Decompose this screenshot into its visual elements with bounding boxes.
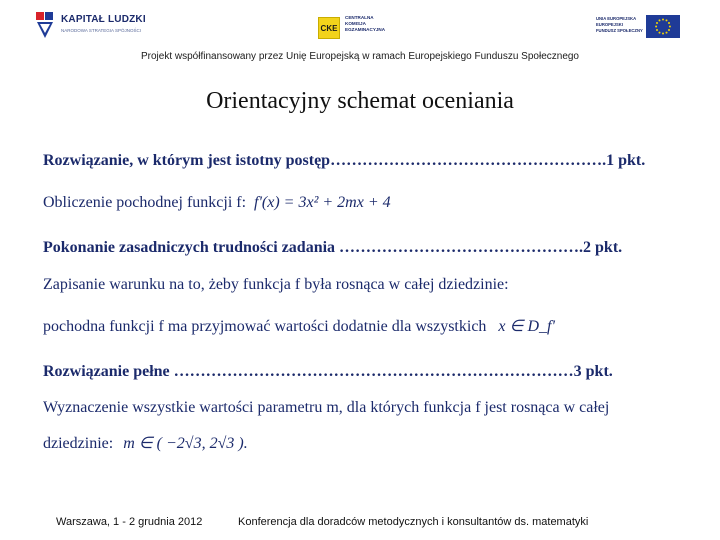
cke-line: KOMISJA	[345, 21, 366, 26]
scheme-line-full-solution: Rozwiązanie pełne …………………………………………………………………3 pkt.	[43, 363, 613, 380]
answer-label: dziedzinie:	[43, 435, 114, 452]
eu-logo	[596, 13, 686, 41]
cke-name	[345, 15, 385, 33]
scheme-line-parameter: Wyznaczenie wszystkie wartości parametru m, dla których funkcja f jest rosnąca w całej	[43, 399, 610, 416]
cke-line: CENTRALNA	[345, 15, 374, 20]
eu-name	[596, 16, 643, 34]
kapital-ludzki-mark-icon	[34, 10, 56, 40]
scheme-line-condition: Zapisanie warunku na to, żeby funkcja f była rosnąca w całej dziedzinie:	[43, 276, 509, 293]
positive-derivative-text: pochodna funkcji f ma przyjmować wartości dodatnie dla wszystkich	[43, 318, 487, 335]
derivative-formula: f'(x) = 3x² + 2mx + 4	[254, 194, 391, 211]
scheme-line-partial-progress: Rozwiązanie, w którym jest istotny postęp…………………………………………….1 pkt.	[43, 152, 646, 169]
kapital-ludzki-logo	[34, 10, 154, 44]
scheme-line-main-difficulty: Pokonanie zasadniczych trudności zadania ……………………………………….2 pkt.	[43, 239, 623, 256]
domain-condition: x ∈ D_f'	[498, 318, 555, 335]
footer-conference: Konferencja dla doradców metodycznych i konsultantów ds. matematyki	[238, 516, 589, 528]
kapital-ludzki-title: KAPITAŁ LUDZKI	[61, 14, 146, 25]
page-title: Orientacyjny schemat oceniania	[206, 88, 514, 114]
eu-line: EUROPEJSKI	[596, 22, 623, 27]
scheme-line-answer	[43, 433, 248, 453]
answer-interval: m ∈ ( −2√3, 2√3 ).	[123, 435, 248, 452]
derivative-label: Obliczenie pochodnej funkcji f:	[43, 194, 247, 211]
cke-box: CKE	[318, 17, 340, 39]
kapital-ludzki-subtitle: NARODOWA STRATEGIA SPÓJNOŚCI	[61, 28, 142, 33]
footer-date: Warszawa, 1 - 2 grudnia 2012	[56, 516, 203, 528]
scheme-line-positive-derivative	[43, 316, 555, 336]
cke-logo	[318, 14, 398, 42]
eu-line: UNIA EUROPEJSKA	[596, 16, 637, 21]
eu-flag-icon	[646, 15, 680, 38]
cke-line: EGZAMINACYJNA	[345, 27, 386, 32]
eu-line: FUNDUSZ SPOŁECZNY	[596, 28, 643, 33]
scheme-line-derivative	[43, 194, 391, 212]
project-funding-note: Projekt współfinansowany przez Unię Europejską w ramach Europejskiego Funduszu Społecznego	[140, 51, 579, 62]
